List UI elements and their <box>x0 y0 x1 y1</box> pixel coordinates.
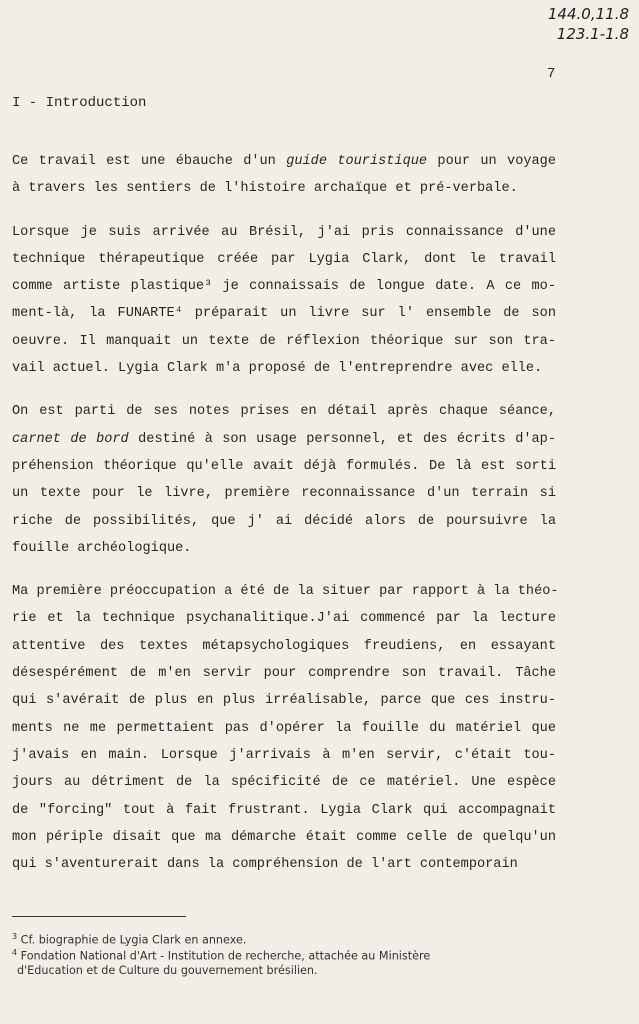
footnote-mark: 3 <box>12 932 18 941</box>
text-line: attentive des textes métapsychologiques freudiens, en essayant <box>12 638 556 654</box>
text-line: oeuvre. Il manquait un texte de réflexion théorique sur son tra- <box>12 333 556 349</box>
text-line: Ce travail est une ébauche d'un guide touristique pour un voyage <box>12 154 556 169</box>
text-line: Ma première préoccupation a été de la situer par rapport à la théo- <box>12 584 559 600</box>
text-line: qui s'aventurerait dans la compréhension de l'art contemporain <box>12 857 518 873</box>
footnote-text: Cf. biographie de Lygia Clark en annexe. <box>20 933 247 947</box>
text-line: ment-là, la FUNARTE⁴ préparait un livre sur l' ensemble de son <box>12 306 556 322</box>
footnote-text: Fondation National d'Art - Institution de recherche, attachée au Ministère <box>20 949 431 963</box>
text-line: à travers les sentiers de l'histoire archaïque et pré-verbale. <box>12 181 518 197</box>
text-line: comme artiste plastique³ je connaissais de longue date. A ce mo- <box>12 279 556 295</box>
text-line: mon périple disait que ma démarche était comme celle de quelqu'un <box>12 829 556 845</box>
text-line: vail actuel. Lygia Clark m'a proposé de l'entreprendre avec elle. <box>12 361 543 377</box>
text-line: fouille archéologique. <box>12 540 192 556</box>
archive-ref-line: 123.1-1.8 <box>556 25 629 43</box>
paragraph <box>12 398 556 562</box>
paragraph <box>12 219 556 383</box>
text-line: de "forcing" tout à fait frustrant. Lygia Clark qui accompagnait <box>12 802 556 818</box>
text-line: rie et la technique psychanalitique.J'ai commencé par la lecture <box>12 611 556 627</box>
text-line: préhension théorique qu'elle avait déjà formulés. De là est sorti <box>12 458 556 474</box>
section-heading: I - Introduction <box>12 95 147 111</box>
footnote-text: d'Education et de Culture du gouvernement brésilien. <box>17 963 318 977</box>
paragraph <box>12 148 556 203</box>
footnote-4 <box>12 946 430 978</box>
italic-term: carnet de bord <box>12 431 129 447</box>
text-line: technique thérapeutique créée par Lygia Clark, dont le travail <box>12 251 556 267</box>
italic-term: guide touristique <box>286 154 428 169</box>
footnote-mark: 4 <box>12 948 18 957</box>
text-line: Lorsque je suis arrivée au Brésil, j'ai pris connaissance d'une <box>12 224 556 240</box>
text-line: j'avais en main. Lorsque j'arrivais à m'en servir, c'était tou- <box>12 747 556 763</box>
body-text <box>12 148 559 894</box>
paragraph <box>12 578 559 878</box>
text-line: ments ne me permettaient pas d'opérer la fouille du matériel que <box>12 720 556 736</box>
text-line: un texte pour le livre, première reconnaissance d'un terrain si <box>12 486 556 502</box>
text-line: On est parti de ses notes prises en détail après chaque séance, <box>12 404 556 420</box>
text-line: désespérément de m'en servir pour comprendre son travail. Tâche <box>12 666 556 682</box>
page-number: 7 <box>547 66 556 82</box>
archive-reference <box>548 4 629 44</box>
text-line: jours au détriment de la spécificité de ce matériel. Une espèce <box>12 775 556 791</box>
text-line: qui s'avérait de plus en plus irréalisable, parce que ces instru- <box>12 693 556 709</box>
text-line: riche de possibilités, que j' ai décidé alors de poursuivre la <box>12 513 556 529</box>
text-line: carnet de bord destiné à son usage personnel, et des écrits d'ap- <box>12 431 556 447</box>
footnote-rule <box>12 916 186 917</box>
archive-ref-line: 144.0,11.8 <box>547 5 629 23</box>
